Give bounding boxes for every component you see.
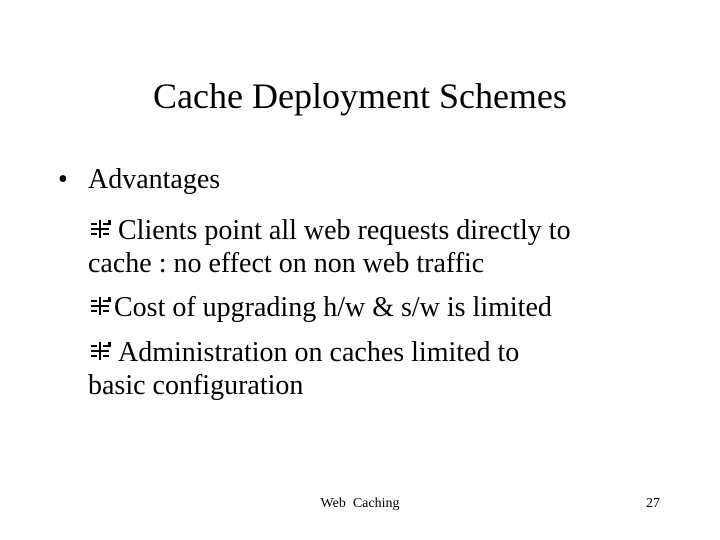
sub-item-clients-cont: cache : no effect on non web traffic <box>88 248 485 279</box>
slide-title: Cache Deployment Schemes <box>153 76 567 116</box>
sub-item-admin-cont: basic configuration <box>88 370 304 401</box>
page-number: 27 <box>646 496 660 511</box>
sub-item-clients-line1: Clients point all web requests directly to <box>118 215 571 246</box>
plus-box-icon <box>88 337 118 365</box>
footer-title: Web Caching <box>320 496 400 511</box>
main-bullet-text: Advantages <box>88 164 221 195</box>
plus-box-icon <box>88 215 118 243</box>
sub-item-cost-text: Cost of upgrading h/w & s/w is limited <box>114 292 552 323</box>
plus-box-icon <box>88 292 114 320</box>
main-bullet <box>58 162 220 198</box>
sub-bullet-list <box>88 208 688 408</box>
sub-item-admin-line1: Administration on caches limited to <box>118 337 520 368</box>
bullet-dot-icon: • <box>58 164 68 195</box>
sub-item-cost <box>88 285 688 330</box>
